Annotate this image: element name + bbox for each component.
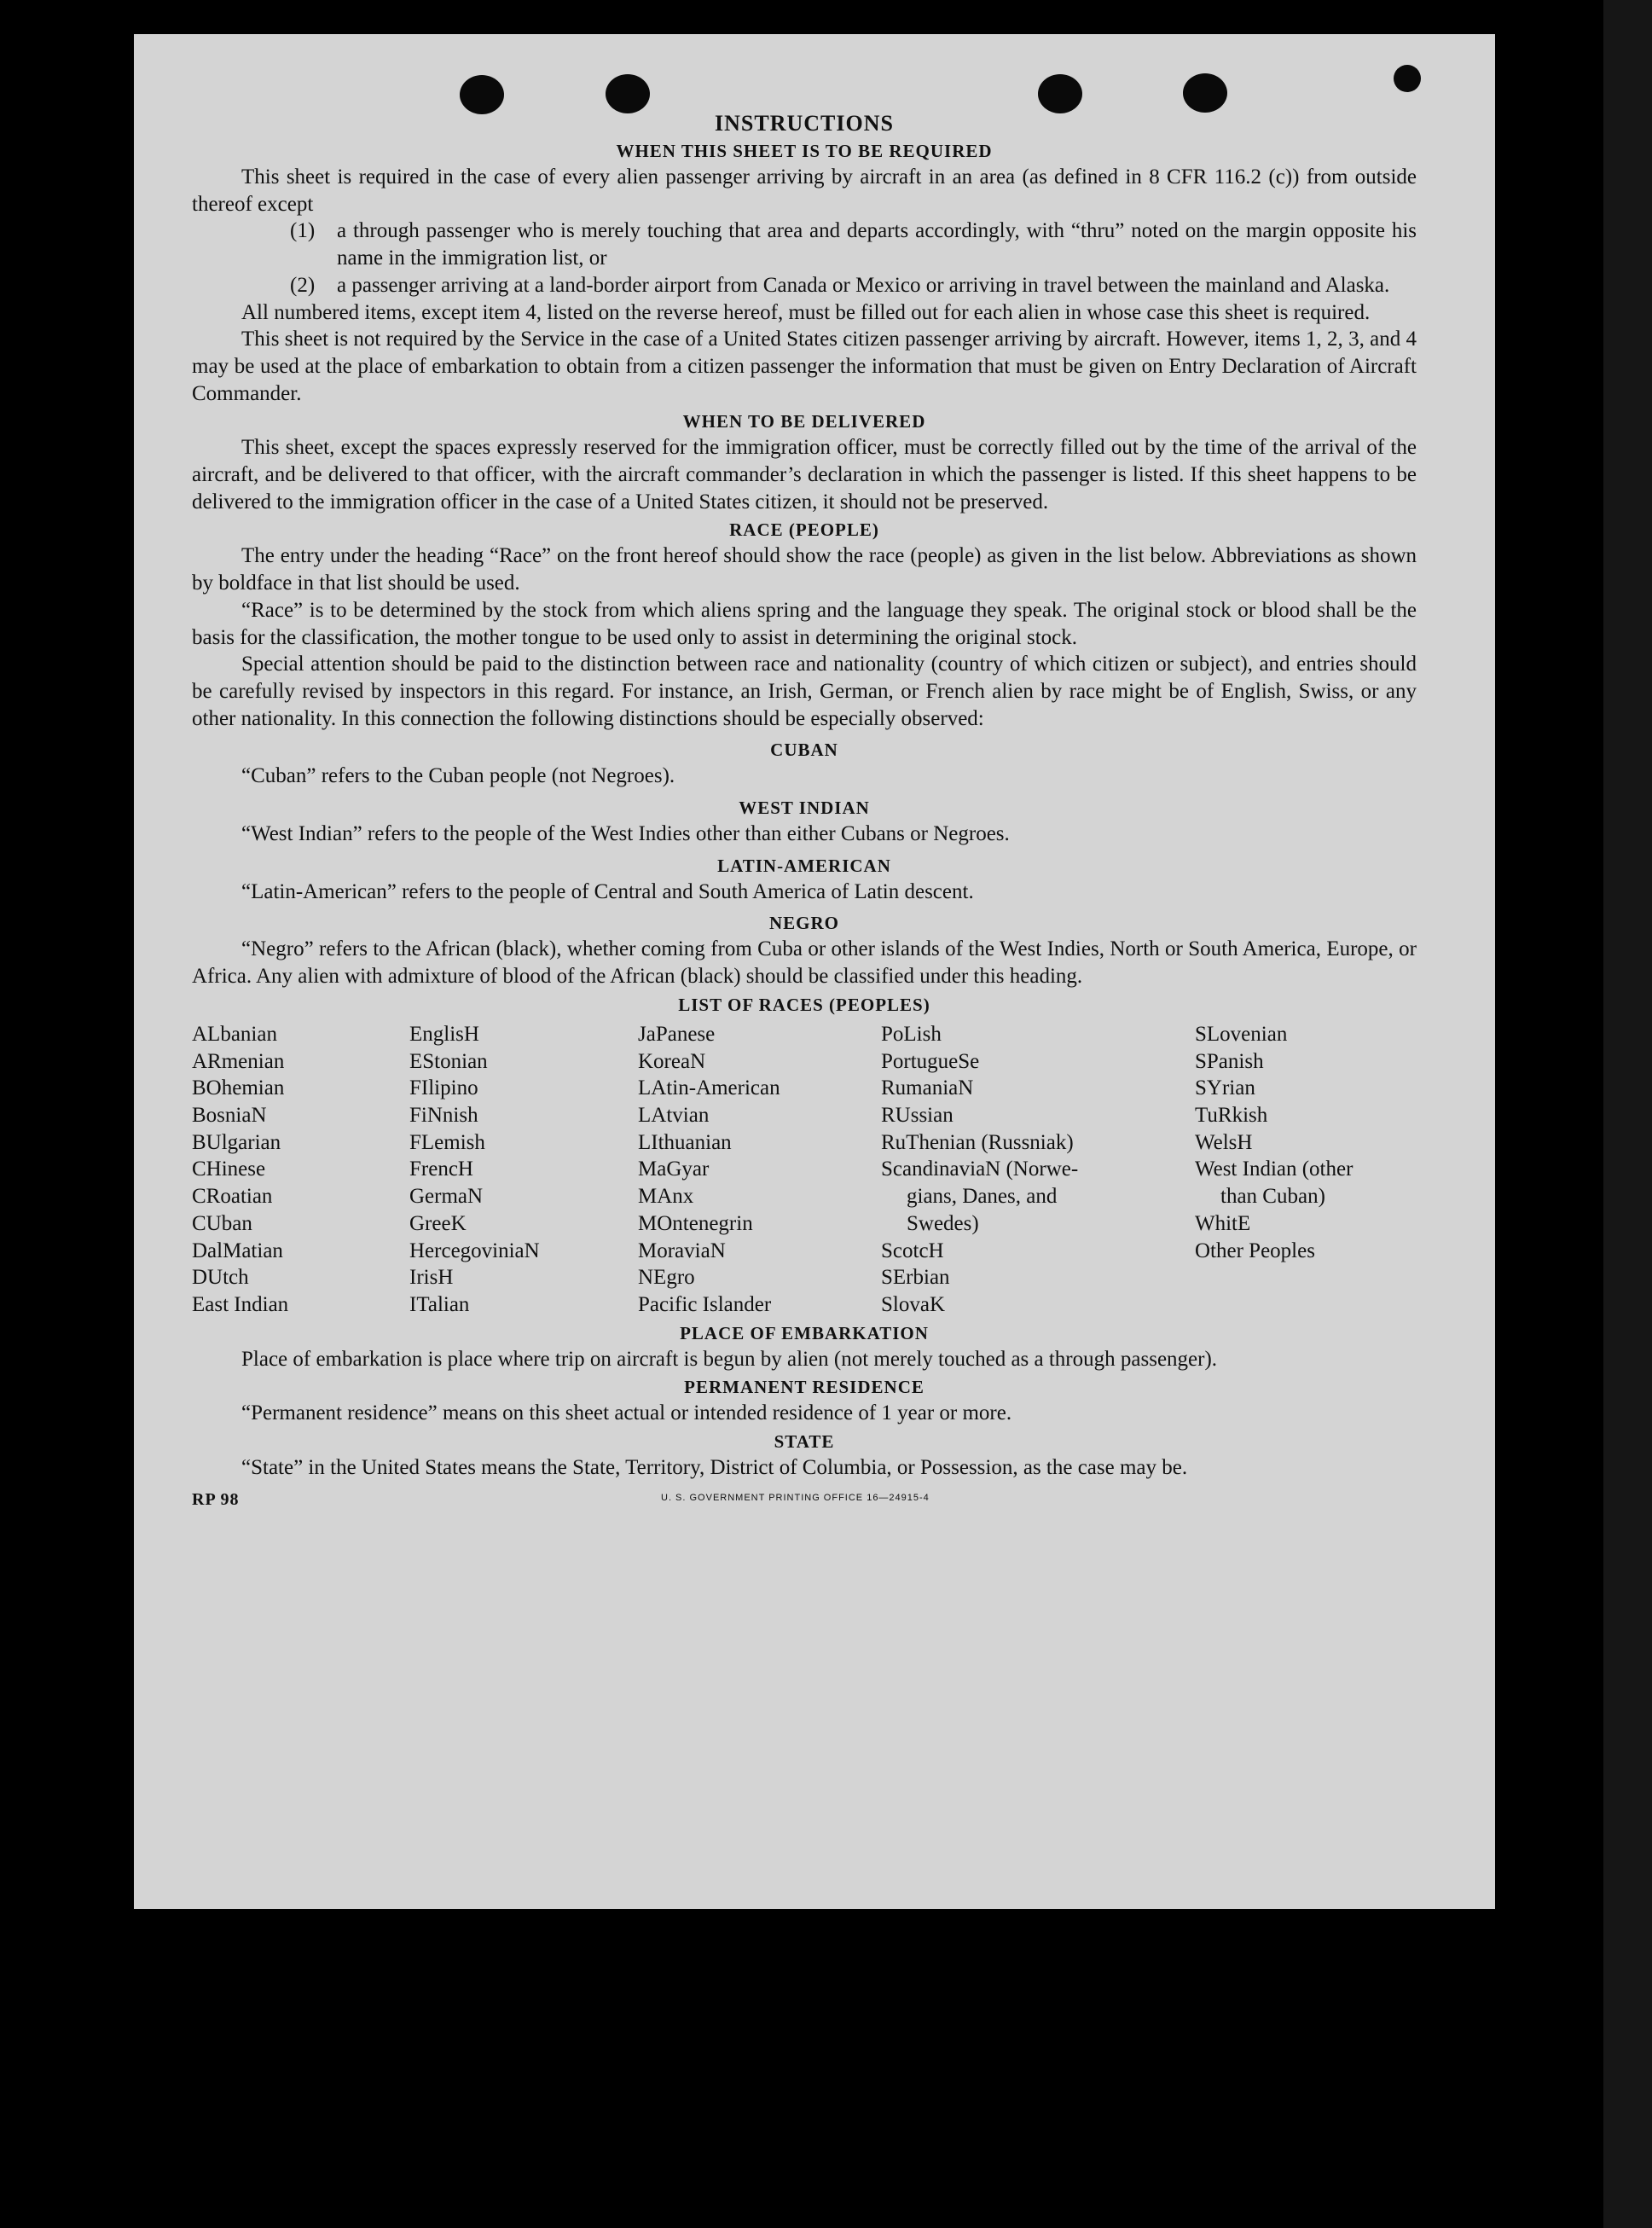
section-heading-west-indian: WEST INDIAN — [739, 798, 870, 819]
paragraph: This sheet, except the spaces expressly reserved for the immigration officer, must be correctly filled out by the time of the arrival of the aircraft, and be delivered to that officer, with the aircraft commander’s declaration in which the passenger is listed. If this sheet happens to be delivered to the immigration officer in the case of a United States citizen, it should not be preserved. — [192, 436, 1417, 513]
race-entry: LAtvian — [638, 1103, 710, 1127]
section-heading-when-required: WHEN THIS SHEET IS TO BE REQUIRED — [616, 141, 993, 161]
race-entry: LAtin-American — [638, 1076, 780, 1100]
race-entry: CRoatian — [192, 1185, 273, 1209]
paragraph: “Race” is to be determined by the stock from which aliens spring and the language they speak. The original stock or blood shall be the basis for the classification, the mother tongue to be used only to assist in determining the original stock. — [192, 598, 1417, 649]
race-entry: WhitE — [1195, 1211, 1251, 1235]
race-column — [1195, 1021, 1417, 1319]
section-heading-residence: PERMANENT RESIDENCE — [684, 1377, 925, 1398]
race-entry: DalMatian — [192, 1239, 283, 1262]
section-heading-negro: NEGRO — [768, 913, 839, 934]
race-entry: BUlgarian — [192, 1130, 281, 1154]
race-entry: EStonian — [409, 1049, 488, 1073]
paragraph: Special attention should be paid to the distinction between race and nationality (country of which citizen or subject), and entries should be carefully revised by inspectors in this regard. For instance, an Irish, German, or French alien by race might be of English, Swiss, or any other nationality. In this connection the following distinctions should be especially observed: — [192, 653, 1417, 730]
race-entry: BosniaN — [192, 1103, 267, 1127]
race-entry: TuRkish — [1195, 1103, 1268, 1127]
race-entry: ITalian — [409, 1292, 470, 1316]
race-entry: ScandinaviaN (Norwe- — [881, 1158, 1079, 1181]
race-entry: RumaniaN — [881, 1076, 974, 1100]
race-entry: DUtch — [192, 1266, 249, 1290]
punch-hole — [1183, 73, 1227, 113]
paragraph: Place of embarkation is place where trip on aircraft is begun by alien (not merely touched as a through passenger). — [241, 1347, 1218, 1371]
race-entry: SlovaK — [881, 1292, 945, 1316]
race-entry: Other Peoples — [1195, 1239, 1315, 1262]
race-entry: FIlipino — [409, 1076, 478, 1100]
paragraph: “West Indian” refers to the people of the West Indies other than either Cubans or Negroes. — [241, 822, 1010, 846]
page-footer — [192, 1482, 1417, 1516]
paragraph: “State” in the United States means the State, Territory, District of Columbia, or Possession, as the case may be. — [241, 1456, 1188, 1480]
race-entry: FiNnish — [409, 1103, 478, 1127]
race-entry: PortugueSe — [881, 1049, 980, 1073]
paragraph: “Cuban” refers to the Cuban people (not Negroes). — [241, 764, 675, 788]
scan-border — [1603, 0, 1652, 2228]
page-title: INSTRUCTIONS — [715, 111, 894, 136]
item-number: (2) — [290, 273, 316, 297]
item-text: a passenger arriving at a land-border airport from Canada or Mexico or arriving in travel between the mainland and Alaska. — [337, 273, 1390, 297]
race-entry: JaPanese — [638, 1022, 716, 1046]
section-heading-race: RACE (PEOPLE) — [729, 519, 879, 541]
race-entry: HercegoviniaN — [409, 1239, 540, 1262]
section-heading-state: STATE — [774, 1431, 835, 1453]
race-entry: LIthuanian — [638, 1130, 732, 1154]
race-entry: West Indian (other — [1195, 1158, 1353, 1181]
race-entry: RuThenian (Russniak) — [881, 1130, 1074, 1154]
race-entry: SPanish — [1195, 1049, 1264, 1073]
race-entry: SLovenian — [1195, 1022, 1288, 1046]
race-entry: ALbanian — [192, 1022, 277, 1046]
race-entry: MoraviaN — [638, 1239, 726, 1262]
race-entry: CUban — [192, 1211, 252, 1235]
race-entry: RUssian — [881, 1103, 954, 1127]
form-number: RP 98 — [192, 1489, 240, 1509]
race-entry: GreeK — [409, 1211, 467, 1235]
paragraph: This sheet is required in the case of every alien passenger arriving by aircraft in an area (as defined in 8 CFR 116.2 (c)) from outside thereof except — [192, 165, 1417, 216]
race-entry-continued: gians, Danes, and — [907, 1185, 1058, 1209]
paragraph: “Negro” refers to the African (black), whether coming from Cuba or other islands of the West Indies, North or South America, Europe, or Africa. Any alien with admixture of blood of the African (black) should be classified under this heading. — [192, 937, 1417, 989]
section-heading-cuban: CUBAN — [770, 740, 838, 761]
race-entry: SYrian — [1195, 1076, 1255, 1100]
race-entry: NEgro — [638, 1266, 695, 1290]
race-entry: MAnx — [638, 1185, 694, 1209]
race-entry: FrencH — [409, 1158, 473, 1181]
race-column — [409, 1021, 638, 1319]
race-column — [881, 1021, 1195, 1319]
race-entry: BOhemian — [192, 1076, 285, 1100]
paragraph: All numbered items, except item 4, listed on the reverse hereof, must be filled out for each alien in whose case this sheet is required. — [241, 300, 1371, 324]
race-entry-continued: than Cuban) — [1220, 1185, 1325, 1209]
printer-imprint: U. S. GOVERNMENT PRINTING OFFICE 16—24915-4 — [661, 1492, 930, 1503]
race-list — [192, 1021, 1417, 1319]
list-of-races-heading: LIST OF RACES (PEOPLES) — [678, 994, 930, 1015]
race-entry: ScotcH — [881, 1239, 944, 1262]
race-entry: EnglisH — [409, 1022, 479, 1046]
race-column — [192, 1021, 409, 1319]
punch-hole — [1038, 74, 1082, 113]
race-entry-continued: Swedes) — [907, 1211, 979, 1235]
paragraph: “Latin-American” refers to the people of Central and South America of Latin descent. — [241, 879, 974, 903]
race-entry: PoLish — [881, 1022, 942, 1046]
race-entry: SErbian — [881, 1266, 950, 1290]
race-entry: WelsH — [1195, 1130, 1253, 1154]
race-entry: MaGyar — [638, 1158, 710, 1181]
list-item — [290, 218, 1417, 271]
section-heading-latin-american: LATIN-AMERICAN — [717, 855, 891, 876]
race-entry: MOntenegrin — [638, 1211, 753, 1235]
paragraph: “Permanent residence” means on this sheet actual or intended residence of 1 year or more. — [241, 1401, 1012, 1425]
race-column — [638, 1021, 881, 1319]
section-heading-when-delivered: WHEN TO BE DELIVERED — [682, 411, 926, 432]
race-entry: Pacific Islander — [638, 1292, 772, 1316]
race-entry: ARmenian — [192, 1049, 285, 1073]
instructions-text — [192, 109, 1417, 1516]
punch-hole — [606, 74, 650, 113]
paragraph: The entry under the heading “Race” on the front hereof should show the race (people) as given in the list below. Abbreviations as shown by boldface in that list should be used. — [192, 544, 1417, 595]
race-entry: GermaN — [409, 1185, 484, 1209]
paragraph: This sheet is not required by the Service in the case of a United States citizen passenger arriving by aircraft. However, items 1, 2, 3, and 4 may be used at the place of embarkation to obtain from a citizen passenger the information that must be given on Entry Declaration of Aircraft Commander. — [192, 328, 1417, 405]
race-entry: CHinese — [192, 1158, 266, 1181]
race-entry: East Indian — [192, 1292, 289, 1316]
section-heading-embarkation: PLACE OF EMBARKATION — [680, 1322, 929, 1343]
item-number: (1) — [290, 219, 316, 243]
item-text: a through passenger who is merely touching that area and departs accordingly, with “thru” noted on the margin opposite his name in the immigration list, or — [337, 219, 1417, 270]
document-page — [134, 34, 1495, 1909]
punch-hole-partial — [1394, 65, 1421, 92]
list-item — [290, 272, 1417, 299]
race-entry: IrisH — [409, 1266, 454, 1290]
race-entry: FLemish — [409, 1130, 485, 1154]
race-entry: KoreaN — [638, 1049, 706, 1073]
